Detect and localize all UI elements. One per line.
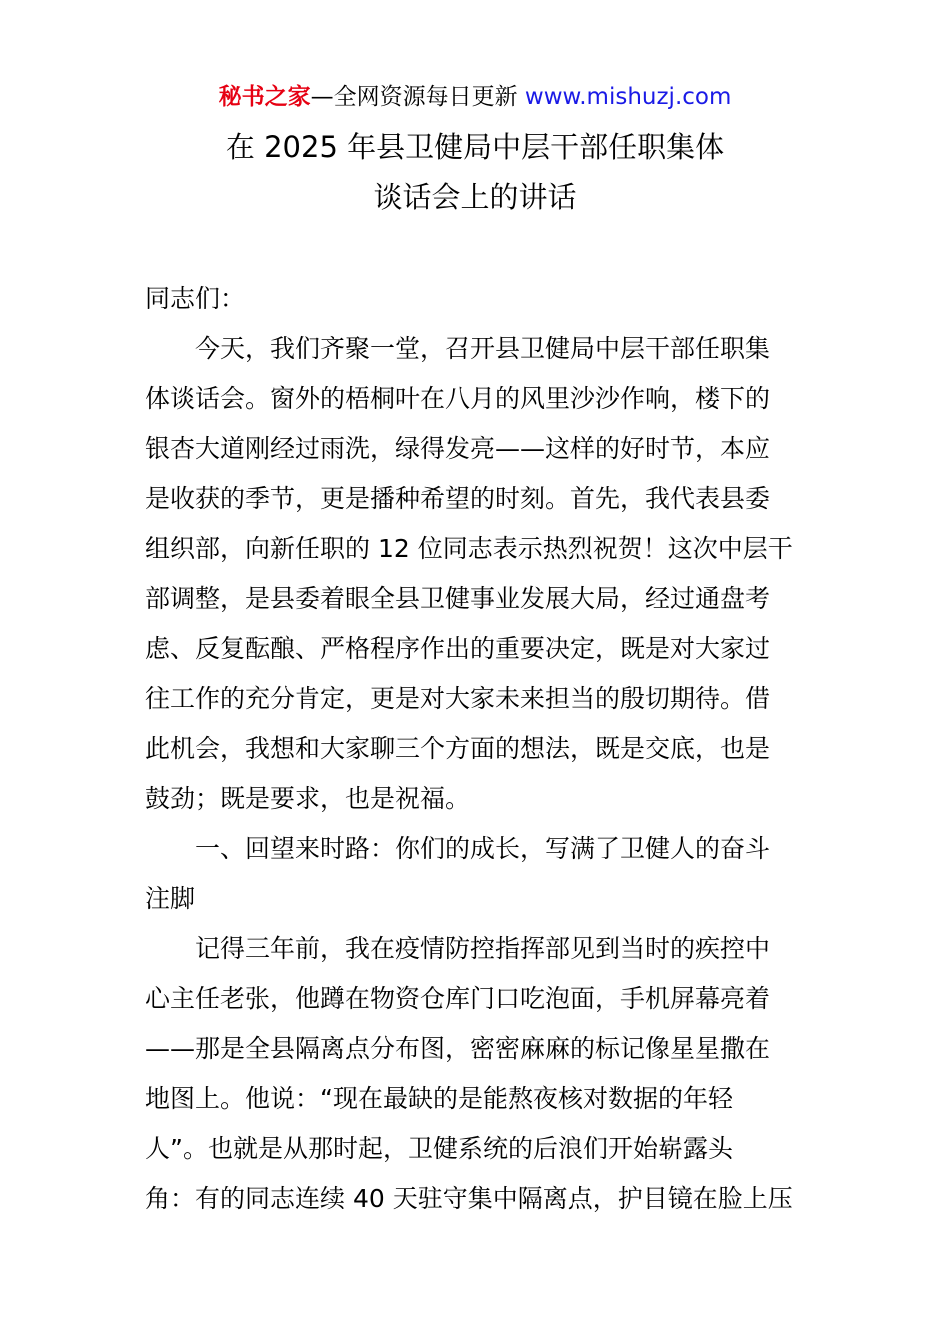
site-tagline: —全网资源每日更新 [310, 84, 525, 110]
document-body [145, 274, 810, 1224]
title-line-2: 谈话会上的讲话 [373, 180, 577, 214]
body-line: 此机会，我想和大家聊三个方面的想法，既是交底，也是 [145, 734, 771, 763]
body-line: 鼓劲；既是要求，也是祝福。 [145, 784, 471, 813]
body-line: 虑、反复酝酿、严格程序作出的重要决定，既是对大家过 [145, 634, 771, 663]
body-line: 人”。也就是从那时起，卫健系统的后浪们开始崭露头 [145, 1134, 733, 1163]
body-line: ——那是全县隔离点分布图，密密麻麻的标记像星星撒在 [145, 1034, 771, 1063]
body-line: 记得三年前，我在疫情防控指挥部见到当时的疾控中 [145, 934, 771, 963]
body-line: 组织部，向新任职的 12 位同志表示热烈祝贺！这次中层干 [145, 534, 793, 563]
body-line: 部调整，是县委着眼全县卫健事业发展大局，经过通盘考 [145, 584, 771, 613]
body-line: 体谈话会。窗外的梧桐叶在八月的风里沙沙作响，楼下的 [145, 384, 771, 413]
site-brand: 秘书之家 [218, 84, 311, 110]
body-line: 是收获的季节，更是播种希望的时刻。首先，我代表县委 [145, 484, 771, 513]
salutation: 同志们： [145, 284, 246, 313]
body-line: 今天，我们齐聚一堂，召开县卫健局中层干部任职集 [145, 334, 771, 363]
body-line: 角：有的同志连续 40 天驻守集中隔离点，护目镜在脸上压 [145, 1184, 793, 1213]
body-line: 银杏大道刚经过雨洗，绿得发亮——这样的好时节，本应 [145, 434, 771, 463]
section-heading: 一、回望来时路：你们的成长，写满了卫健人的奋斗 [145, 834, 771, 863]
body-line: 地图上。他说：“现在最缺的是能熬夜核对数据的年轻 [145, 1084, 733, 1113]
title-line-1: 在 2025 年县卫健局中层干部任职集体 [225, 130, 725, 164]
document-title [0, 124, 950, 224]
site-header [0, 80, 950, 114]
site-url[interactable]: www.mishuzj.com [524, 84, 732, 110]
body-line: 心主任老张，他蹲在物资仓库门口吃泡面，手机屏幕亮着 [145, 984, 771, 1013]
section-heading-cont: 注脚 [145, 884, 196, 913]
body-line: 往工作的充分肯定，更是对大家未来担当的殷切期待。借 [145, 684, 771, 713]
